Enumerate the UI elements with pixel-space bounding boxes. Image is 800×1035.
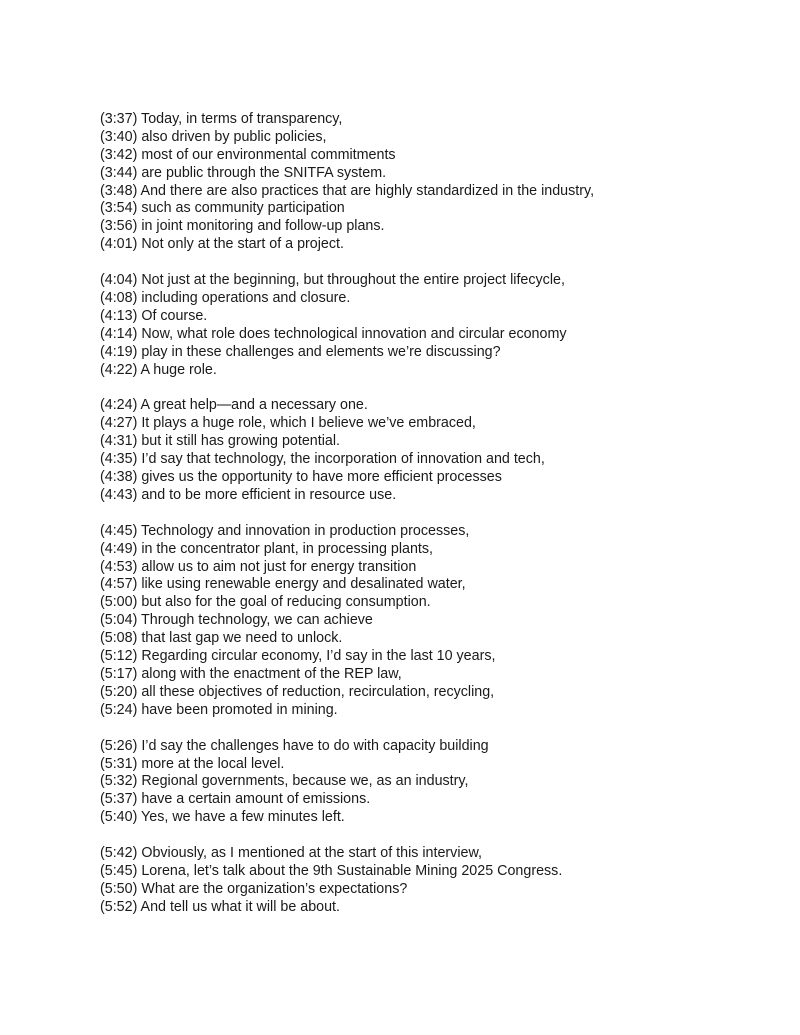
transcript-paragraph (100, 272, 780, 379)
transcript-line: (5:45) Lorena, let’s talk about the 9th Sustainable Mining 2025 Congress. (100, 862, 563, 879)
transcript-line: (5:32) Regional governments, because we, as an industry, (100, 773, 469, 790)
transcript-line: (5:31) more at the local level. (100, 755, 285, 772)
transcript-line: (4:31) but it still has growing potential. (100, 433, 340, 450)
transcript-line: (5:17) along with the enactment of the REP law, (100, 665, 402, 682)
transcript-line: (4:43) and to be more efficient in resource use. (100, 486, 397, 503)
transcript-line: (5:50) What are the organization’s expectations? (100, 880, 408, 897)
transcript-line: (4:01) Not only at the start of a project. (100, 236, 344, 253)
transcript-line: (3:37) Today, in terms of transparency, (100, 111, 343, 127)
transcript-paragraph (100, 111, 780, 254)
transcript-line: (4:24) A great help—and a necessary one. (100, 397, 368, 414)
transcript-paragraph (100, 523, 780, 720)
transcript-line: (4:27) It plays a huge role, which I believe we’ve embraced, (100, 415, 476, 432)
transcript-line: (5:24) have been promoted in mining. (100, 701, 338, 718)
transcript-line: (4:04) Not just at the beginning, but throughout the entire project lifecycle, (100, 272, 565, 289)
transcript-line: (5:20) all these objectives of reduction, recirculation, recycling, (100, 683, 495, 700)
transcript-line: (3:56) in joint monitoring and follow-up plans. (100, 218, 385, 235)
transcript-line: (4:22) A huge role. (100, 361, 217, 378)
transcript-line: (5:42) Obviously, as I mentioned at the start of this interview, (100, 845, 482, 862)
transcript-line: (3:54) such as community participation (100, 200, 345, 217)
transcript-line: (5:08) that last gap we need to unlock. (100, 630, 343, 647)
transcript-paragraph (100, 738, 780, 827)
transcript-line: (5:40) Yes, we have a few minutes left. (100, 809, 345, 826)
transcript-line: (5:00) but also for the goal of reducing consumption. (100, 594, 431, 611)
transcript-line: (4:14) Now, what role does technological innovation and circular economy (100, 325, 567, 342)
transcript-line: (3:42) most of our environmental commitments (100, 146, 396, 163)
transcript-paragraph (100, 845, 780, 917)
transcript-line: (5:04) Through technology, we can achieve (100, 612, 373, 629)
transcript-line: (5:26) I’d say the challenges have to do with capacity building (100, 737, 489, 754)
transcript-line: (4:35) I’d say that technology, the incorporation of innovation and tech, (100, 451, 545, 468)
transcript-line: (3:48) And there are also practices that are highly standardized in the industry, (100, 182, 595, 199)
transcript-line: (4:19) play in these challenges and elements we’re discussing? (100, 343, 501, 360)
transcript-paragraph (100, 397, 780, 504)
transcript-line: (5:12) Regarding circular economy, I’d say in the last 10 years, (100, 648, 496, 665)
transcript (100, 111, 780, 935)
transcript-line: (4:13) Of course. (100, 307, 208, 324)
transcript-line: (4:53) allow us to aim not just for energy transition (100, 558, 417, 575)
transcript-line: (5:37) have a certain amount of emissions. (100, 791, 371, 808)
transcript-line: (3:44) are public through the SNITFA system. (100, 164, 387, 181)
transcript-line: (5:52) And tell us what it will be about. (100, 898, 341, 915)
transcript-line: (3:40) also driven by public policies, (100, 128, 327, 145)
transcript-line: (4:08) including operations and closure. (100, 290, 351, 307)
transcript-line: (4:57) like using renewable energy and desalinated water, (100, 576, 466, 593)
transcript-line: (4:45) Technology and innovation in production processes, (100, 522, 470, 539)
transcript-line: (4:38) gives us the opportunity to have more efficient processes (100, 469, 502, 486)
transcript-line: (4:49) in the concentrator plant, in processing plants, (100, 540, 433, 557)
